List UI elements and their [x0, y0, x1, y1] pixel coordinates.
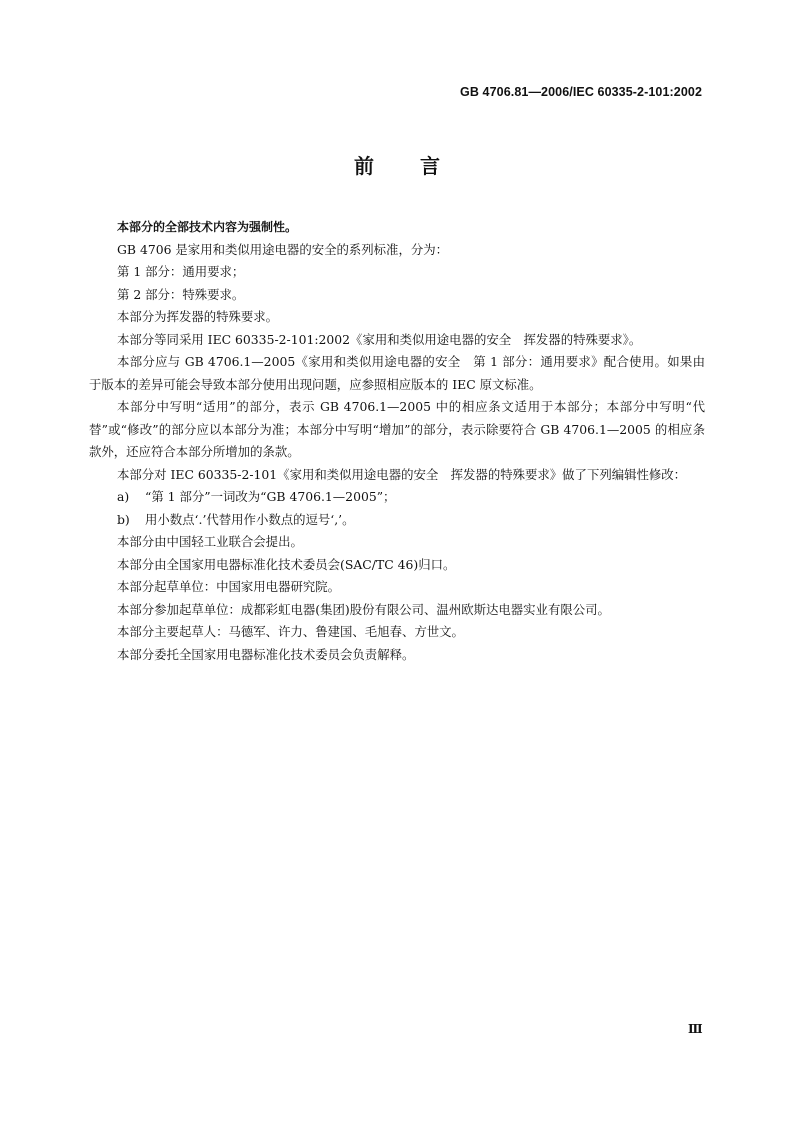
page-number: Ⅲ	[688, 1022, 703, 1036]
mandatory-statement: 本部分的全部技术内容为强制性。	[117, 220, 298, 234]
paragraph: 本部分等同采用 IEC 60335-2-101:2002《家用和类似用途电器的安全 挥发器的特殊要求》。	[117, 331, 642, 347]
list-item	[89, 486, 705, 509]
paragraph: 本部分委托全国家用电器标准化技术委员会负责解释。	[117, 646, 415, 662]
paragraph: 本部分应与 GB 4706.1—2005《家用和类似用途电器的安全 第 1 部分：通用要求》配合使用。如果由于版本的差异可能会导致本部分使用出现问题，应参照相应版本的 IEC 原文标准。	[89, 354, 705, 392]
list-item	[89, 509, 705, 532]
list-item-text: 用小数点‘.’代替用作小数点的逗号‘,’。	[145, 511, 355, 527]
paragraph: 本部分参加起草单位：成都彩虹电器(集团)股份有限公司、温州欧斯达电器实业有限公司。	[117, 601, 610, 617]
paragraph: 本部分为挥发器的特殊要求。	[117, 309, 279, 324]
paragraph: 本部分起草单位：中国家用电器研究院。	[117, 579, 341, 594]
paragraph: 本部分对 IEC 60335-2-101《家用和类似用途电器的安全 挥发器的特殊要求》做了下列编辑性修改：	[117, 466, 687, 482]
paragraph: 本部分由中国轻工业联合会提出。	[117, 534, 303, 549]
paragraph: 本部分主要起草人：马德军、许力、鲁建国、毛旭春、方世文。	[117, 624, 464, 639]
page-title	[0, 150, 794, 179]
list-marker: a)	[117, 489, 130, 504]
title-char-1: 前	[354, 154, 374, 178]
list-item-text: “第 1 部分”一词改为“GB 4706.1—2005”；	[145, 489, 396, 504]
paragraph: 本部分中写明“适用”的部分，表示 GB 4706.1—2005 中的相应条文适用于本部分；本部分中写明“代替”或“修改”的部分应以本部分为准；本部分中写明“增加”的部分，表示除要符合 GB 4706.1—2005 的相应条款外，还应符合本部分所增加的条款。	[89, 399, 705, 459]
standard-code-header: GB 4706.81—2006/IEC 60335-2-101:2002	[460, 85, 702, 99]
foreword-body	[89, 216, 705, 666]
paragraph: 本部分由全国家用电器标准化技术委员会(SAC/TC 46)归口。	[117, 556, 456, 572]
title-char-2: 言	[420, 154, 440, 178]
paragraph: 第 2 部分：特殊要求。	[117, 286, 245, 302]
list-marker: b)	[117, 511, 130, 527]
paragraph: GB 4706 是家用和类似用途电器的安全的系列标准，分为：	[117, 241, 449, 257]
paragraph: 第 1 部分：通用要求；	[117, 264, 245, 279]
